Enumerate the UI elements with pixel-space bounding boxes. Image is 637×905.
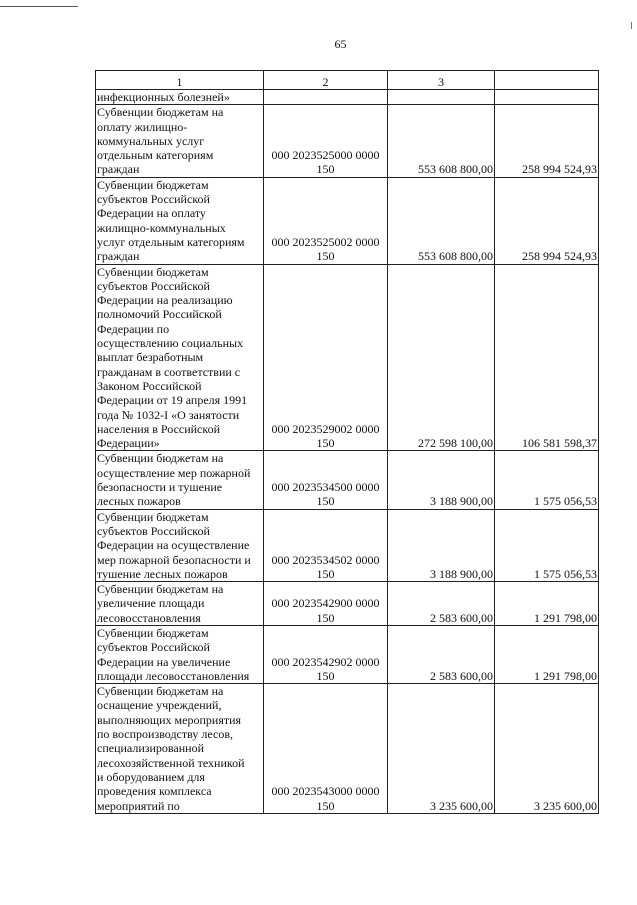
table-body [96,71,599,814]
row-plan-amount-cell: 553 608 800,00 [388,177,495,264]
page-number: 65 [334,37,347,51]
row-code-cell: 000 2023525000 0000 150 [264,105,388,177]
header-cell-3: 3 [388,71,495,90]
row-code-cell: 000 2023542900 0000 150 [264,582,388,626]
empty-cell [264,90,388,105]
row-name-cell: Субвенции бюджетам на осуществление мер пожарной безопасности и тушение лесных пожаров [96,451,264,509]
continuation-text: инфекционных болезней» [96,90,264,105]
row-plan-amount-cell: 3 188 900,00 [388,451,495,509]
row-code-cell: 000 2023525002 0000 150 [264,177,388,264]
row-fact-amount-cell: 1 291 798,00 [495,582,599,626]
row-fact-amount-cell: 258 994 524,93 [495,105,599,177]
table-row [96,509,599,581]
scan-artifact-tick [631,22,632,29]
header-cell-2: 2 [264,71,388,90]
scan-artifact-line [0,6,78,7]
row-plan-amount-cell: 272 598 100,00 [388,264,495,451]
continuation-row [96,90,599,105]
row-name-cell: Субвенции бюджетам на оснащение учреждений, выполняющих мероприятия по воспроизводству лесов, специализированной лесохозяйственной техникой и оборудованием для проведения комплекса мероприятий по [96,684,264,814]
table-row [96,177,599,264]
table-row [96,684,599,814]
row-name-cell: Субвенции бюджетам на увеличение площади лесовосстановления [96,582,264,626]
table-row [96,451,599,509]
row-fact-amount-cell: 1 291 798,00 [495,625,599,683]
row-plan-amount-cell: 2 583 600,00 [388,625,495,683]
header-cell-1: 1 [96,71,264,90]
row-code-cell: 000 2023534500 0000 150 [264,451,388,509]
row-name-cell: Субвенции бюджетам субъектов Российской Федерации на оплату жилищно-коммунальных услуг отдельным категориям граждан [96,177,264,264]
table-row [96,582,599,626]
budget-table [95,70,599,814]
table-row [96,625,599,683]
table-row [96,105,599,177]
row-code-cell: 000 2023529002 0000 150 [264,264,388,451]
header-cell-4 [495,71,599,90]
row-fact-amount-cell: 1 575 056,53 [495,451,599,509]
table-row [96,264,599,451]
row-plan-amount-cell: 553 608 800,00 [388,105,495,177]
row-fact-amount-cell: 1 575 056,53 [495,509,599,581]
row-name-cell: Субвенции бюджетам субъектов Российской Федерации на реализацию полномочий Российской Федерации по осуществлению социальных выплат безработным гражданам в соответствии с Законом Российской Федерации от 19 апреля 1991 года № 1032-I «О занятости населения в Российской Федерации» [96,264,264,451]
row-name-cell: Субвенции бюджетам субъектов Российской Федерации на осуществление мер пожарной безопасности и тушение лесных пожаров [96,509,264,581]
row-plan-amount-cell: 2 583 600,00 [388,582,495,626]
row-code-cell: 000 2023542902 0000 150 [264,625,388,683]
table-header-row [96,71,599,90]
empty-cell [388,90,495,105]
row-code-cell: 000 2023534502 0000 150 [264,509,388,581]
row-fact-amount-cell: 106 581 598,37 [495,264,599,451]
empty-cell [495,90,599,105]
row-plan-amount-cell: 3 235 600,00 [388,684,495,814]
row-name-cell: Субвенции бюджетам субъектов Российской Федерации на увеличение площади лесовосстановления [96,625,264,683]
row-name-cell: Субвенции бюджетам на оплату жилищно- коммунальных услуг отдельным категориям граждан [96,105,264,177]
row-fact-amount-cell: 3 235 600,00 [495,684,599,814]
row-code-cell: 000 2023543000 0000 150 [264,684,388,814]
row-plan-amount-cell: 3 188 900,00 [388,509,495,581]
row-fact-amount-cell: 258 994 524,93 [495,177,599,264]
